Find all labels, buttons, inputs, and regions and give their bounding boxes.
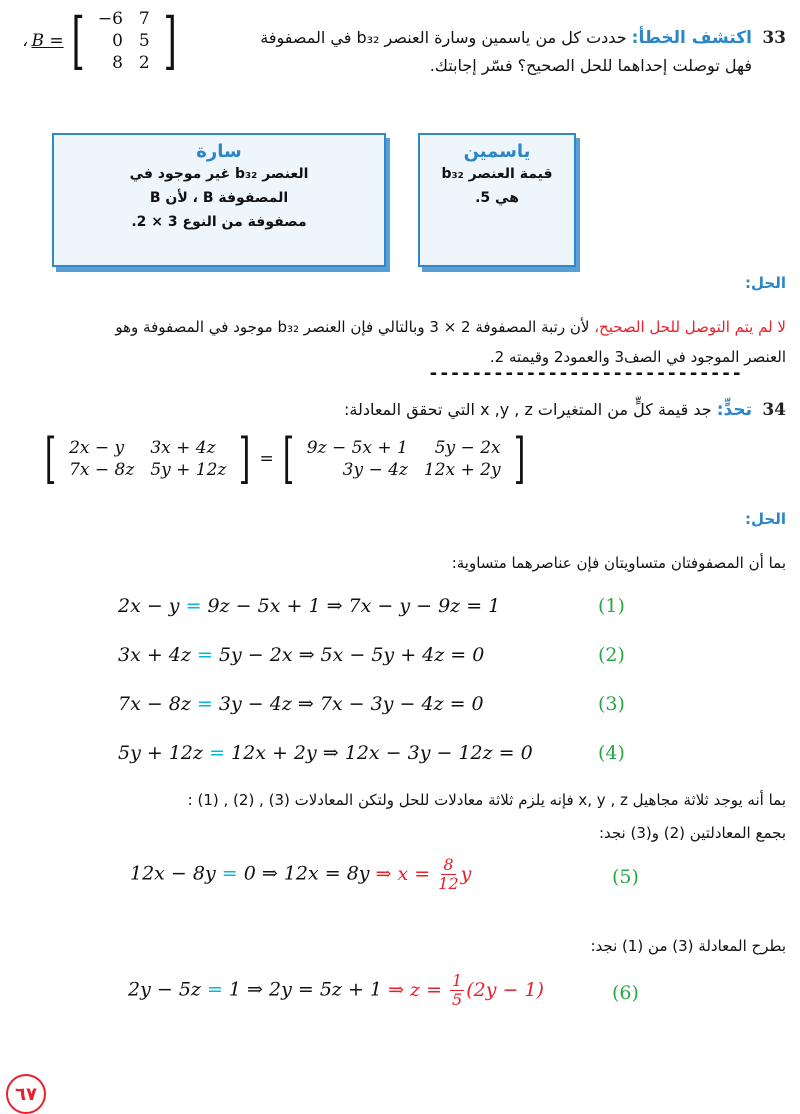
yasmin-name: ياسمين (463, 141, 531, 162)
matrix-b (22, 4, 182, 77)
equation-lhs: 12x − 8y (130, 862, 222, 885)
matrix-b-cell: 7 (138, 9, 150, 29)
solution-33-line2: العنصر الموجود في الصف3 والعمود2 وقيمته 2. (489, 348, 786, 366)
question-34-text: جد قيمة كلٍّ من المتغيرات x ,y , z التي تحقق المعادلة: (343, 400, 712, 419)
sara-line: مصفوفة من النوع 3 × 2. (131, 214, 307, 230)
yasmin-line: هي 5. (475, 190, 519, 206)
question-34-tag: تحدٍّ: (716, 400, 752, 420)
question-33-tag: اكتشف الخطأ: (631, 28, 752, 48)
matrix-b-cell: 2 (138, 53, 150, 73)
fraction-denominator: 12 (438, 874, 459, 893)
equation-3 (118, 693, 484, 715)
separator-dashes: ----------------------------- (428, 363, 743, 384)
matrix-b-table (90, 8, 158, 74)
matrix-cell: 5y − 2x (434, 438, 501, 458)
yasmin-answer-box (418, 133, 576, 267)
equation-equals: = (196, 644, 213, 666)
fraction (450, 972, 464, 1009)
solution-33-line1 (6, 316, 786, 338)
equation-lhs: 5y + 12z (118, 742, 210, 764)
equation-rhs: 9z − 5x + 1 ⇒ 7x − y − 9z = 1 (201, 595, 501, 617)
page-number: ٦٧ (6, 1074, 46, 1114)
right-matrix (299, 437, 509, 481)
left-matrix (61, 437, 234, 481)
add-equations-text: بجمع المعادلتين (2) و(3) نجد: (598, 824, 786, 842)
equation-lhs: 3x + 4z (118, 644, 197, 666)
question-34-line (344, 400, 752, 420)
three-unknowns-text: بما أنه يوجد ثلاثة مجاهيل x, y , z فإنه يلزم ثلاثة معادلات للحل ولتكن المعادلات (3) , (2) , (1) : (187, 791, 786, 809)
equation-equals: = (196, 693, 213, 715)
matrix-equation (40, 427, 530, 490)
equation-result (388, 971, 544, 1009)
equation-1 (118, 595, 500, 617)
equation-number: (2) (598, 644, 625, 666)
solution-34-intro: بما أن المصفوفتان متساويتان فإن عناصرهما متساوية: (451, 554, 786, 572)
solution-label: الحل: (745, 510, 786, 528)
equation-lhs: 7x − 8z (118, 693, 197, 715)
equation-equals: = (209, 742, 225, 764)
matrix-b-cell: 5 (138, 31, 150, 51)
matrix-cell: 3x + 4z (150, 438, 216, 458)
equation-2 (118, 644, 484, 666)
matrix-b-cell: −6 (97, 9, 123, 29)
solution-label: الحل: (745, 274, 786, 292)
question-33-number: 33 (762, 28, 786, 48)
equation-4 (118, 742, 533, 764)
equation-lhs: 2x − y (118, 595, 186, 617)
fraction-denominator: 5 (452, 990, 463, 1009)
equation-result-tail: y (460, 862, 472, 885)
equation-number: (6) (612, 982, 639, 1004)
matrix-b-trail: ، (22, 31, 28, 51)
matrix-b-cell: 8 (112, 53, 123, 73)
matrix-cell: 5y + 12z (150, 460, 227, 480)
equation-number: (3) (598, 693, 625, 715)
fraction (438, 856, 458, 893)
equation-result-tail: (2y − 1) (466, 978, 544, 1001)
equation-rhs: 12x + 2y ⇒ 12x − 3y − 12z = 0 (224, 742, 533, 764)
fraction-numerator: 8 (443, 855, 454, 874)
equation-equals: = (206, 978, 223, 1001)
sara-line: العنصر b₃₂ غير موجود في (129, 166, 309, 182)
fraction-numerator: 1 (452, 971, 463, 990)
question-33-text1: حددت كل من ياسمين وسارة العنصر b₃₂ في المصفوفة (260, 28, 627, 47)
matrix-cell: 2x − y (69, 438, 125, 458)
equation-mid: 1 ⇒ 2y = 5z + 1 (222, 978, 389, 1001)
question-33-line1 (260, 28, 752, 48)
solution-33-rest: لأن رتبة المصفوفة 2 × 3 وبالتالي فإن العنصر b₃₂ موجود في المصفوفة وهو (115, 318, 595, 336)
matrix-equals: = (259, 449, 274, 469)
left-matrix-bracket: [ (44, 427, 57, 490)
question-33-text2: فهل توصلت إحداهما للحل الصحيح؟ فسّر إجابتك. (429, 56, 752, 75)
right-matrix-bracket-close: ] (513, 427, 525, 490)
equation-equals: = (185, 595, 202, 617)
matrix-b-cell: 0 (112, 31, 123, 51)
question-34-number: 34 (762, 400, 786, 420)
sara-answer-box (52, 133, 386, 267)
equation-lhs: 2y − 5z (128, 978, 207, 1001)
left-matrix-bracket-close: ] (239, 427, 251, 490)
matrix-b-left-bracket: [ (71, 4, 85, 77)
sara-name: سارة (196, 141, 242, 162)
equation-5 (130, 856, 471, 893)
matrix-cell: 7x − 8z (69, 460, 135, 480)
equation-rhs: 3y − 4z ⇒ 7x − 3y − 4z = 0 (212, 693, 484, 715)
solution-33-red: لا لم يتم التوصل للحل الصحيح، (594, 318, 786, 336)
equation-equals: = (221, 862, 238, 885)
equation-mid: 0 ⇒ 12x = 8y (237, 862, 376, 885)
subtract-equations-text: بطرح المعادلة (3) من (1) نجد: (590, 937, 786, 955)
right-matrix-bracket: [ (282, 427, 295, 490)
equation-rhs: 5y − 2x ⇒ 5x − 5y + 4z = 0 (212, 644, 485, 666)
equation-number: (1) (598, 595, 625, 617)
equation-6 (128, 972, 544, 1009)
yasmin-line: قيمة العنصر b₃₂ (441, 166, 553, 182)
equation-result-lhs: ⇒ x = (375, 862, 437, 885)
matrix-cell: 12x + 2y (423, 460, 501, 480)
matrix-cell: 3y − 4z (342, 460, 408, 480)
equation-result (375, 855, 472, 893)
equation-number: (5) (612, 866, 639, 888)
matrix-b-right-bracket: ] (163, 4, 177, 77)
equation-result-lhs: ⇒ z = (388, 978, 449, 1001)
matrix-cell: 9z − 5x + 1 (306, 438, 408, 458)
sara-line: المصفوفة B ، لأن B (149, 190, 289, 206)
equation-number: (4) (598, 742, 625, 764)
matrix-b-label: B = (31, 31, 64, 51)
